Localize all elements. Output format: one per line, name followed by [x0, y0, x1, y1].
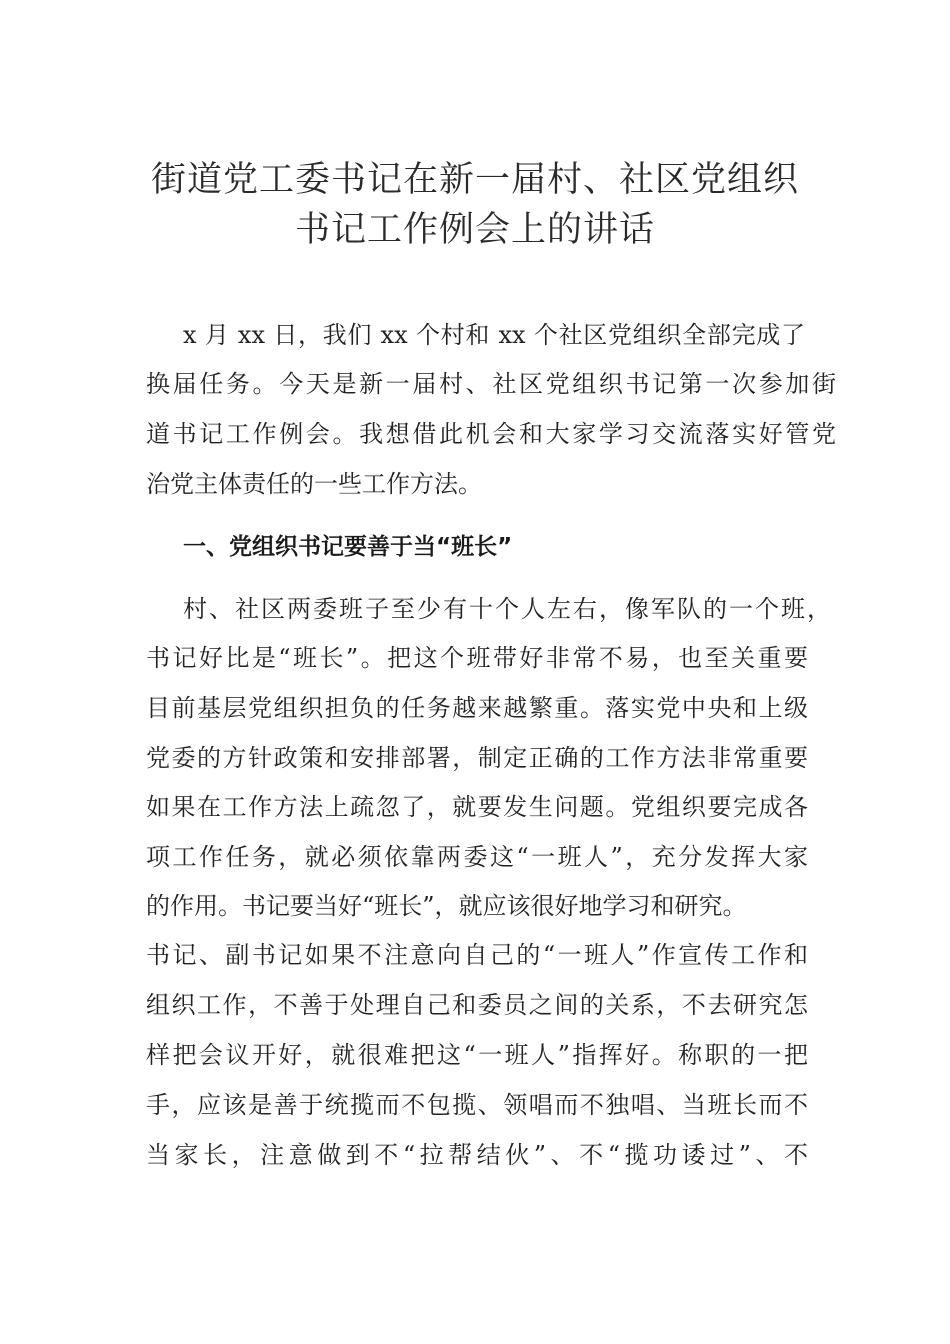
- paragraph-1-line-4: 治党主体责任的一些工作方法。: [146, 470, 482, 498]
- paragraph-2-line-2: 书记好比是“班长”。把这个班带好非常不易，也至关重要: [146, 644, 808, 672]
- paragraph-2-line-1: 村、社区两委班子至少有十个人左右，像军队的一个班，: [183, 595, 831, 623]
- paragraph-2-line-7: 的作用。书记要当好“班长”，就应该很好地学习和研究。: [146, 892, 747, 920]
- paragraph-2-line-6: 项工作任务，就必须依靠两委这“一班人”，充分发挥大家: [146, 843, 808, 871]
- paragraph-1-line-1: x 月 xx 日，我们 xx 个村和 xx 个社区党组织全部完成了: [183, 321, 805, 349]
- paragraph-2-line-4: 党委的方针政策和安排部署，制定正确的工作方法非常重要: [146, 744, 808, 772]
- paragraph-2-line-5: 如果在工作方法上疏忽了，就要发生问题。党组织要完成各: [146, 793, 808, 821]
- document-title-line-2: 书记工作例会上的讲话: [294, 210, 655, 250]
- paragraph-2-line-12: 当家长，注意做到不“拉帮结伙”、不“揽功诿过”、不: [146, 1141, 808, 1169]
- section-1-heading: 一、党组织书记要善于当“班长”: [183, 534, 513, 560]
- paragraph-1-line-2: 换届任务。今天是新一届村、社区党组织书记第一次参加街: [146, 370, 836, 398]
- paragraph-2-line-3: 目前基层党组织担负的任务越来越繁重。落实党中央和上级: [146, 694, 808, 722]
- paragraph-2-line-9: 组织工作，不善于处理自己和委员之间的关系，不去研究怎: [146, 991, 808, 1019]
- paragraph-2-line-8: 书记、副书记如果不注意向自己的“一班人”作宣传工作和: [146, 941, 808, 969]
- paragraph-1-line-3: 道书记工作例会。我想借此机会和大家学习交流落实好管党: [146, 420, 836, 448]
- paragraph-2-line-11: 手，应该是善于统揽而不包揽、领唱而不独唱、当班长而不: [146, 1091, 808, 1119]
- document-title-line-1: 街道党工委书记在新一届村、社区党组织: [150, 160, 799, 200]
- paragraph-2-line-10: 样把会议开好，就很难把这“一班人”指挥好。称职的一把: [146, 1041, 808, 1069]
